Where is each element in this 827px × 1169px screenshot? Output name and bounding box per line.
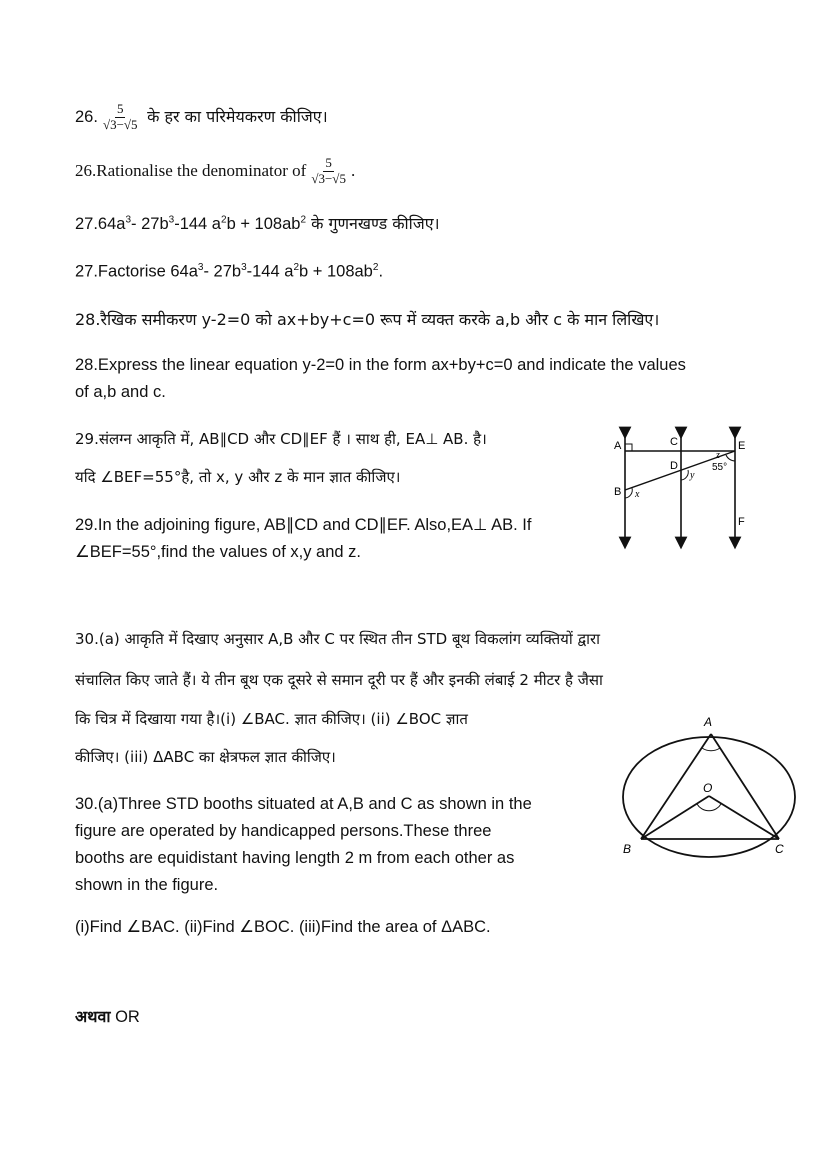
sup: 2 [293, 262, 299, 273]
q30-hindi-3: कि चित्र में दिखाया गया है।(i) ∠BAC. ज्ञात कीजिए। (ii) ∠BOC ज्ञात [75, 710, 468, 728]
segment-ob [641, 796, 709, 839]
or-hindi: अथवा [75, 1007, 111, 1026]
q28-english-1: 28.Express the linear equation y-2=0 in the form ax+by+c=0 and indicate the values [75, 356, 686, 374]
term: -144 a [174, 215, 221, 233]
label-55: 55° [712, 462, 728, 473]
q26-en-text: 26.Rationalise the denominator of [75, 160, 307, 180]
q28-hindi: 28.रैखिक समीकरण y-2=0 को ax+by+c=0 रूप में व्यक्त करके a,b और c के मान लिखिए। [75, 310, 660, 329]
q26-en-frac-num: 5 [325, 155, 332, 170]
term: - 27b [131, 215, 169, 233]
label-a: A [614, 440, 622, 452]
q26-fraction [101, 102, 140, 133]
q26-english [75, 156, 355, 187]
segment-oc [709, 796, 779, 839]
label-f: F [738, 516, 745, 528]
angle-55-arc [726, 455, 735, 461]
label-y: y [690, 470, 695, 481]
q26-frac-den: √3−√5 [102, 116, 138, 132]
term: - 27b [203, 262, 242, 281]
term: b + 108ab [299, 262, 373, 281]
label-c: C [775, 842, 784, 856]
label-b: B [623, 842, 632, 856]
q27-hi-prefix: 27.64a [75, 215, 126, 233]
label-d: D [670, 460, 678, 472]
or-english: OR [115, 1008, 140, 1026]
q29-english-2: ∠BEF=55°,find the values of x,y and z. [75, 543, 362, 561]
q26-frac-num: 5 [116, 101, 124, 116]
angle-a-arc [702, 748, 720, 751]
q27-en-prefix: 27.Factorise 64a [75, 262, 198, 281]
term: b + 108ab [226, 215, 301, 233]
side-ab [641, 734, 711, 839]
sup: 3 [197, 262, 204, 273]
side-ac [711, 734, 779, 839]
q27-hindi [75, 214, 440, 235]
q30-english-3: booths are equidistant having length 2 m from each other as [75, 849, 515, 867]
q29-english-1: 29.In the adjoining figure, AB∥CD and CD∥EF. Also,EA⊥ AB. If [75, 516, 532, 534]
q26-en-frac-den: √3−√5 [311, 170, 346, 186]
q30-figure [615, 712, 800, 862]
q30-english-parts: (i)Find ∠BAC. (ii)Find ∠BOC. (iii)Find the area of ΔABC. [75, 918, 491, 936]
q26-en-fraction [309, 156, 348, 187]
q29-figure [610, 425, 755, 550]
q30-english-2: figure are operated by handicapped persons.These three [75, 822, 492, 840]
q27-hi-suffix: के गुणनखण्ड कीजिए। [306, 214, 440, 233]
angle-o-arc [697, 804, 721, 811]
right-angle-mark [625, 444, 632, 451]
sup: 2 [221, 214, 227, 226]
term: -144 a [246, 262, 294, 281]
label-b: B [614, 486, 622, 498]
angle-y-arc [681, 470, 688, 480]
sup: 3 [241, 262, 247, 273]
sup: 2 [372, 262, 379, 273]
q29-hindi-2: यदि ∠BEF=55°है, तो x, y और z के मान ज्ञात कीजिए। [75, 468, 401, 486]
q26-hindi-text: के हर का परिमेयकरण कीजिए। [147, 106, 328, 126]
label-o: O [703, 781, 713, 795]
label-e: E [738, 440, 746, 452]
label-z: z [716, 450, 720, 461]
q26-number: 26. [75, 107, 98, 126]
sup: 2 [300, 214, 306, 226]
term: . [378, 262, 384, 281]
q26-en-end: . [350, 160, 356, 180]
or-line [75, 1007, 140, 1028]
q28-english-2: of a,b and c. [75, 383, 166, 401]
q26-hindi [75, 102, 328, 133]
q29-hindi-1: 29.संलग्न आकृति में, AB∥CD और CD∥EF हैं । साथ ही, EA⊥ AB. है। [75, 430, 487, 448]
q30-english-4: shown in the figure. [75, 876, 219, 894]
sup: 3 [125, 214, 132, 226]
sup: 3 [168, 214, 175, 226]
q30-hindi-4: कीजिए। (iii) ΔABC का क्षेत्रफल ज्ञात कीजिए। [75, 748, 336, 766]
q30-english-1: 30.(a)Three STD booths situated at A,B and C as shown in the [75, 795, 532, 813]
q30-hindi-2: संचालित किए जाते हैं। ये तीन बूथ एक दूसरे से समान दूरी पर हैं और इनकी लंबाई 2 मीटर है जैसा [75, 671, 603, 689]
label-x: x [635, 489, 640, 500]
q30-hindi-1: 30.(a) आकृति में दिखाए अनुसार A,B और C पर स्थित तीन STD बूथ विकलांग व्यक्तियों द्वारा [75, 630, 601, 648]
label-a: A [704, 715, 713, 729]
q27-english [75, 262, 383, 282]
label-c: C [670, 436, 678, 448]
